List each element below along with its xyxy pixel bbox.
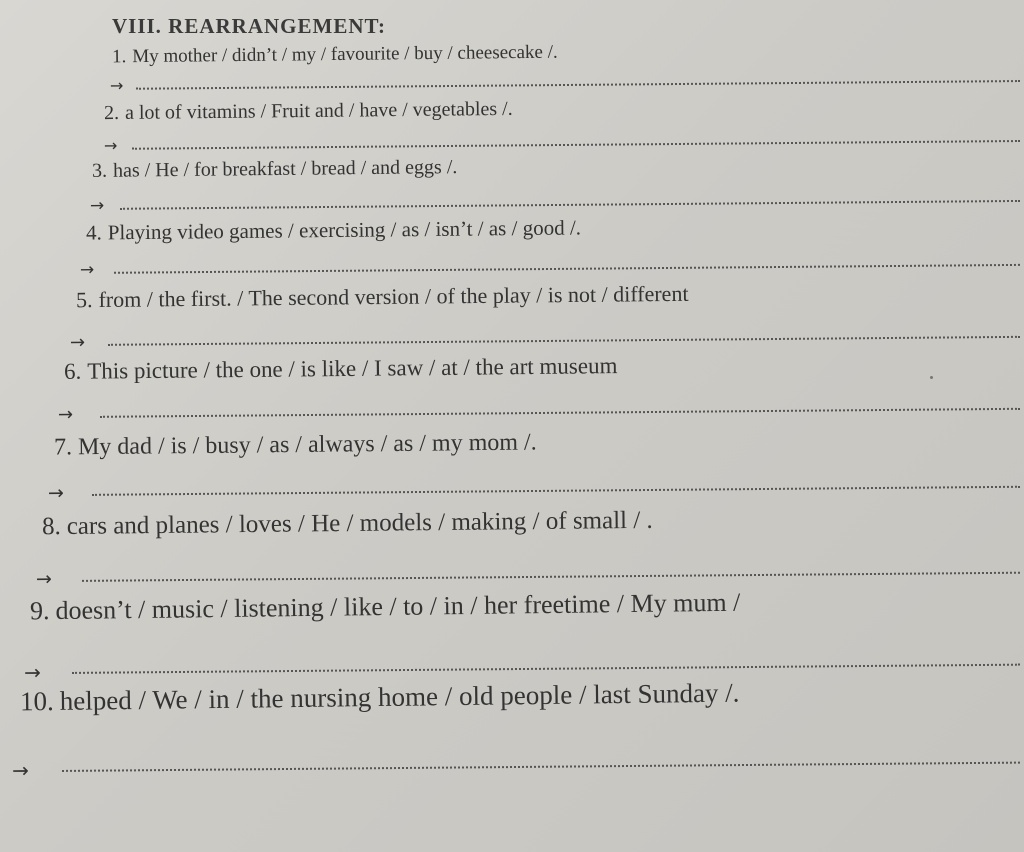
- stray-mark: [930, 376, 933, 379]
- arrow-icon: →: [11, 758, 29, 783]
- arrow-icon: →: [23, 660, 41, 685]
- item-text: My dad / is / busy / as / always / as / my mom /.: [77, 429, 537, 461]
- item-number: 10.: [19, 685, 54, 717]
- answer-line-8[interactable]: [36, 562, 1020, 593]
- answer-dots: [120, 200, 1020, 210]
- arrow-icon: →: [79, 259, 95, 281]
- answer-line-1[interactable]: [110, 70, 1020, 100]
- arrow-icon: →: [35, 568, 53, 591]
- exercise-item-2: [104, 98, 513, 125]
- item-text: cars and planes / loves / He / models / making / of small / .: [66, 506, 653, 540]
- exercise-item-8: [42, 507, 653, 541]
- item-number: 1.: [111, 46, 127, 68]
- exercise-item-4: [86, 215, 581, 245]
- answer-dots: [108, 336, 1020, 346]
- exercise-item-6: [64, 353, 618, 385]
- item-text: Playing video games / exercising / as / isn’t / as / good /.: [107, 215, 582, 245]
- arrow-icon: →: [109, 75, 124, 95]
- answer-line-5[interactable]: [70, 326, 1020, 356]
- item-text: from / the first. / The second version / of the play / is not / different: [98, 280, 689, 312]
- item-text: My mother / didn’t / my / favourite / buy / cheesecake /.: [132, 41, 558, 68]
- item-number: 3.: [91, 159, 108, 182]
- item-text: doesn’t / music / listening / like / to / in / her freetime / My mum /: [55, 587, 741, 626]
- item-number: 2.: [103, 101, 120, 125]
- exercise-item-7: [54, 429, 537, 461]
- arrow-icon: →: [69, 332, 86, 354]
- answer-dots: [132, 140, 1020, 150]
- item-text: This picture / the one / is like / I saw / at / the art museum: [87, 353, 618, 384]
- exercise-item-9: [30, 588, 741, 627]
- answer-dots: [100, 408, 1020, 418]
- item-number: 8.: [41, 513, 61, 541]
- answer-line-2[interactable]: [104, 130, 1020, 160]
- item-number: 9.: [29, 596, 50, 626]
- exercise-item-3: [92, 156, 458, 183]
- item-text: a lot of vitamins / Fruit and / have / vegetables /.: [124, 97, 513, 124]
- answer-line-7[interactable]: [48, 476, 1020, 506]
- answer-line-4[interactable]: [80, 254, 1020, 284]
- answer-dots: [136, 80, 1020, 90]
- item-number: 7.: [53, 434, 73, 461]
- exercise-item-10: [20, 678, 740, 718]
- exercise-item-1: [112, 42, 558, 69]
- answer-line-6[interactable]: [58, 398, 1020, 428]
- answer-dots: [114, 264, 1020, 274]
- item-number: 6.: [63, 358, 82, 384]
- item-text: helped / We / in / the nursing home / old people / last Sunday /.: [59, 677, 740, 716]
- section-title: VIII. REARRANGEMENT:: [112, 14, 386, 38]
- arrow-icon: →: [47, 482, 65, 505]
- item-text: has / He / for breakfast / bread / and eggs /.: [112, 156, 458, 182]
- arrow-icon: →: [57, 404, 74, 426]
- item-number: 5.: [75, 287, 93, 313]
- item-number: 4.: [85, 220, 102, 245]
- arrow-icon: →: [89, 195, 105, 217]
- answer-dots: [82, 572, 1020, 582]
- answer-dots: [62, 762, 1020, 772]
- answer-dots: [72, 664, 1020, 674]
- answer-line-10[interactable]: [12, 752, 1020, 783]
- exercise-item-5: [76, 281, 689, 313]
- answer-dots: [92, 486, 1020, 496]
- arrow-icon: →: [103, 135, 118, 155]
